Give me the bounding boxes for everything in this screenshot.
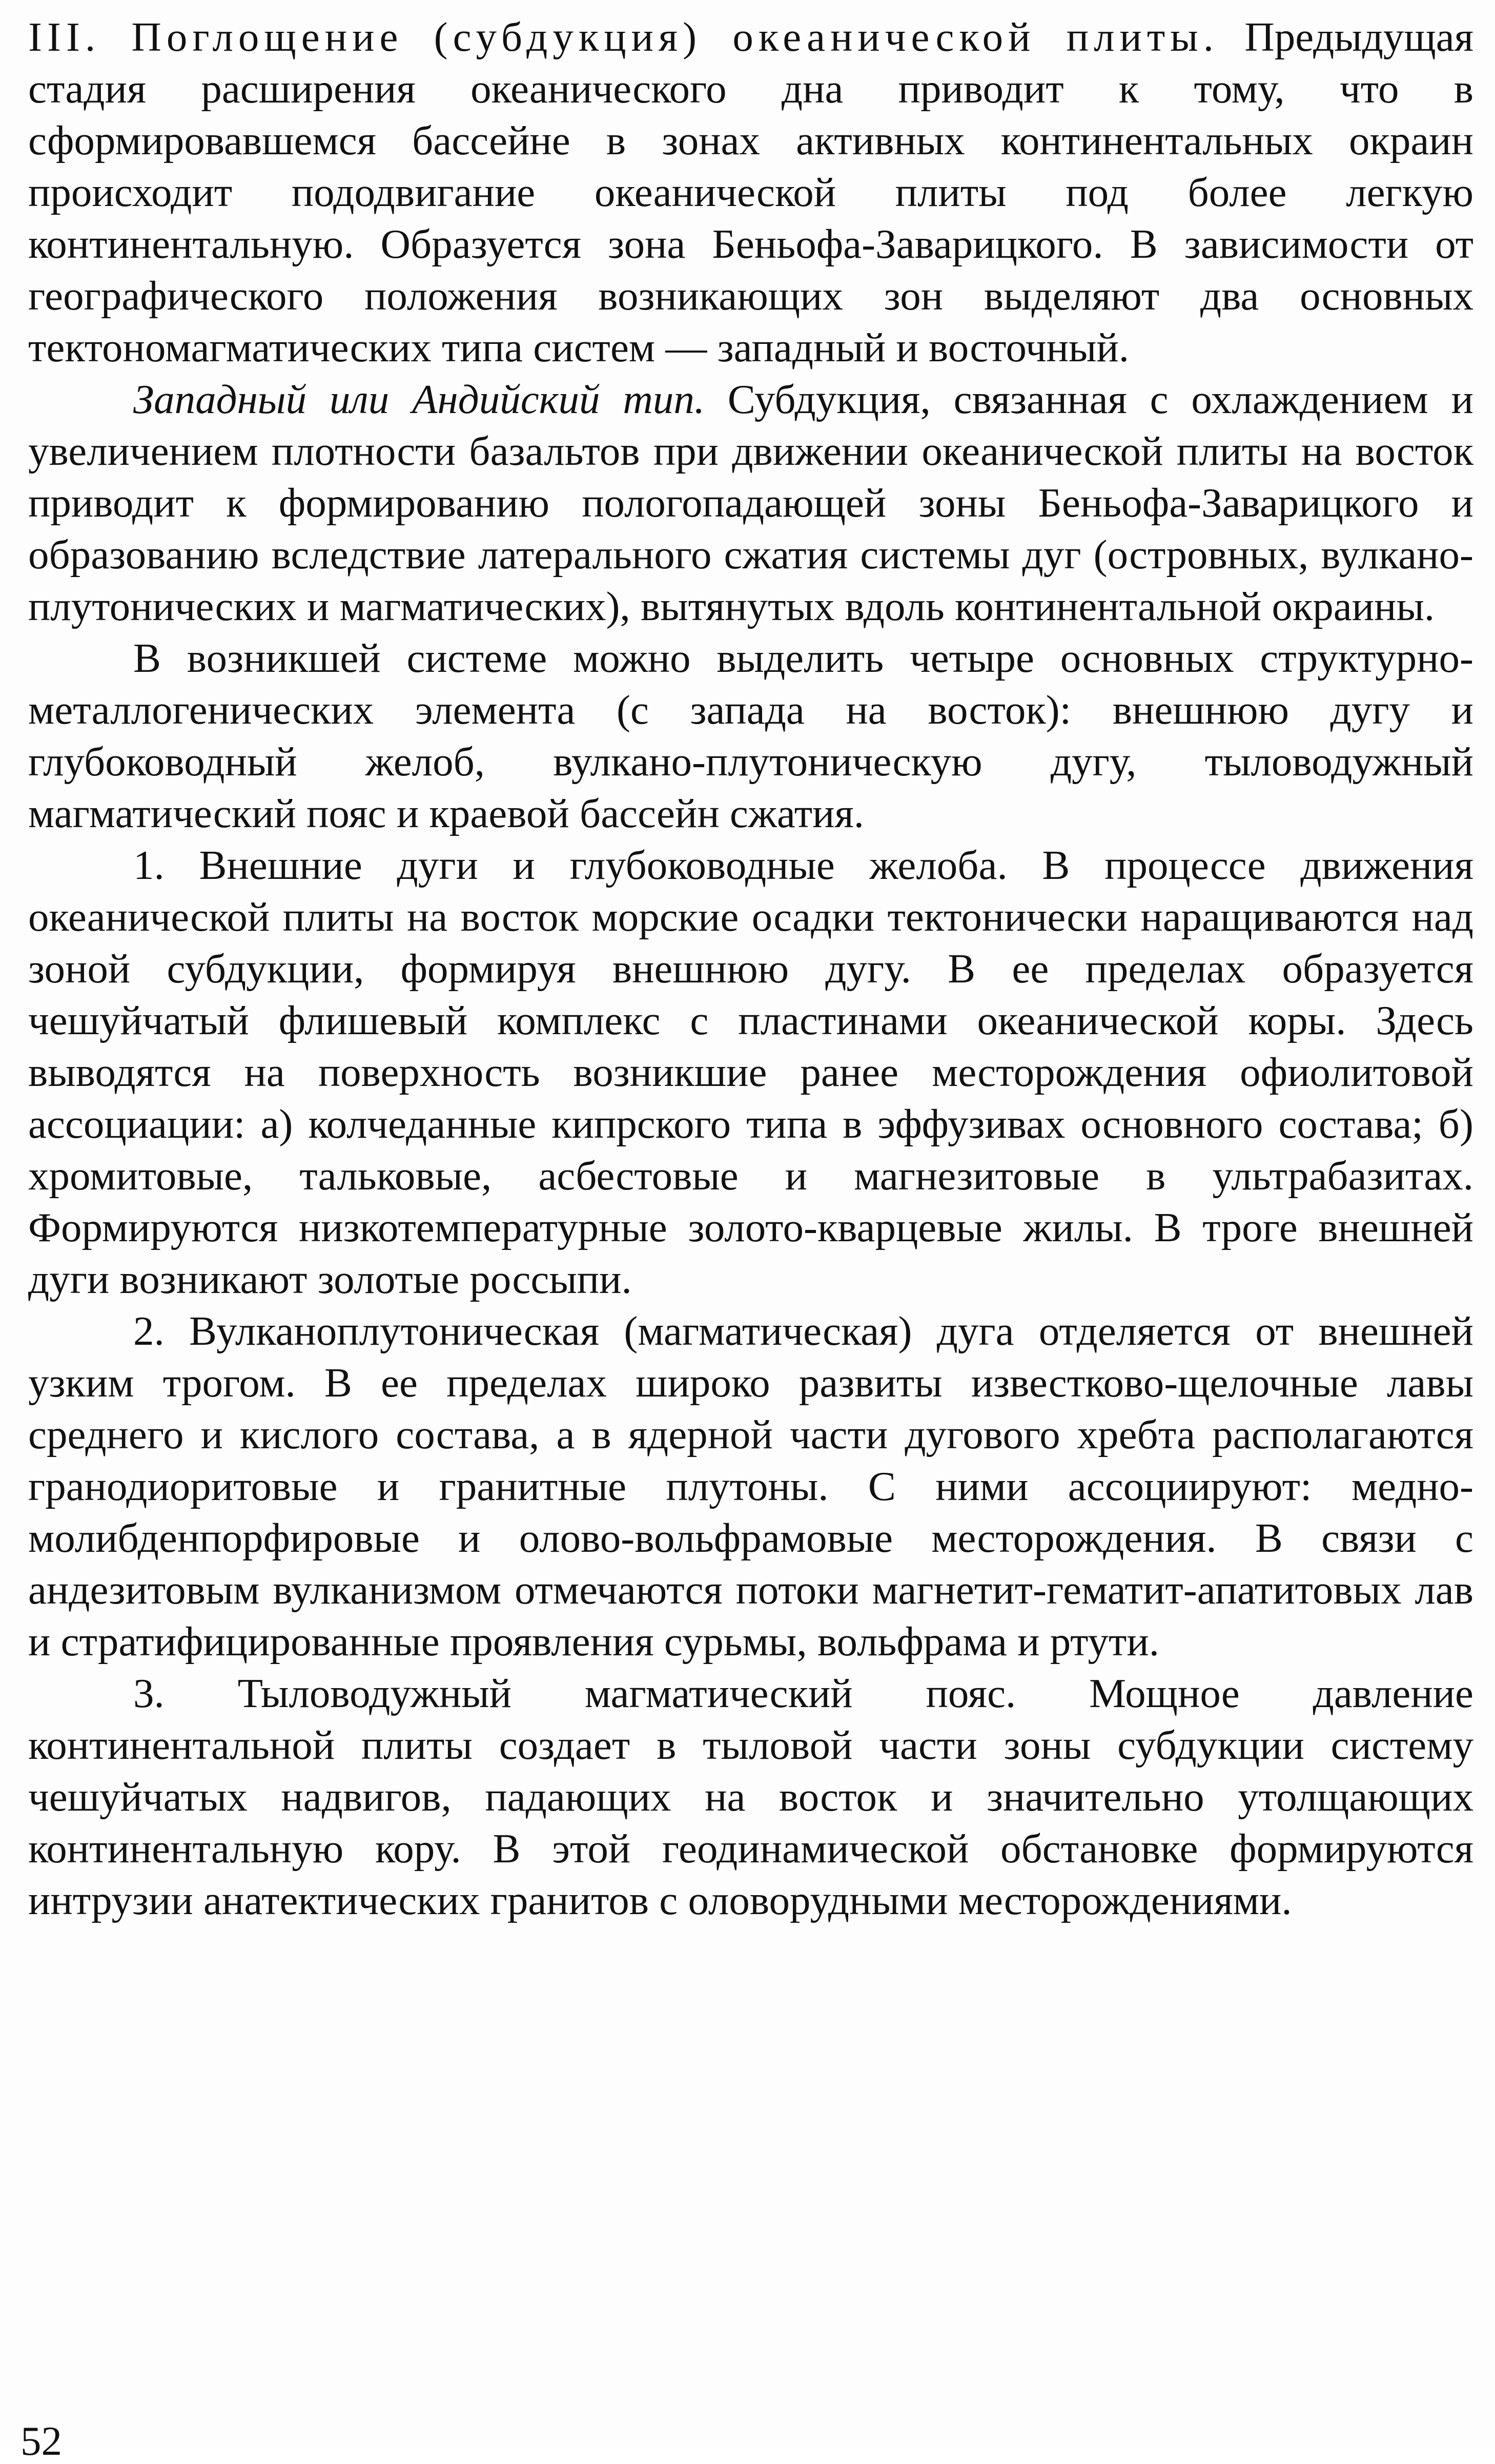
elements-intro-paragraph: В возникшей системе можно выделить четыре основных структурно-металлогенических элемента (с запада на восток): внешнюю дугу и глубоководный желоб, вулкано-плутоническую дугу, тыловодужный магматический пояс и краевой бассейн сжатия. xyxy=(28,635,1473,836)
western-type-title: Западный или Андийский тип. xyxy=(133,376,705,422)
list-item: 2. Вулканоплутоническая (магматическая) дуга отделяется от внешней узким трогом. В ее пределах широко развиты известково-щелочные лавы среднего и кислого состава, а в ядерной части дугового хребта располагаются гранодиоритовые и гранитные плутоны. С ними ассоциируют: медно-молибденпорфировые и олово-вольфрамовые месторождения. В связи с андезитовым вулканизмом отмечаются потоки магнетит-гематит-апатитовых лав и стратифицированные проявления сурьмы, вольфрама и ртути. xyxy=(28,1308,1473,1665)
page-text xyxy=(28,11,1473,1926)
list-item: 3. Тыловодужный магматический пояс. Мощное давление континентальной плиты создает в тыловой части зоны субдукции систему чешуйчатых надвигов, падающих на восток и значительно утолщающих континентальную кору. В этой геодинамической обстановке формируются интрузии анатектических гранитов с оловорудными месторождениями. xyxy=(28,1670,1473,1923)
section-heading: III. Поглощение (субдукция) океанической плиты. xyxy=(28,14,1219,60)
western-type-paragraph xyxy=(28,374,1473,632)
western-type-text: Субдукция, связанная с охлаждением и увеличением плотности базальтов при движении океанической плиты на восток приводит к формированию пологопадающей зоны Беньофа-Заварицкого и образованию вследствие латерального сжатия системы дуг (островных, вулкано-плутонических и магматических), вытянутых вдоль континентальной окраины. xyxy=(28,376,1473,629)
section-paragraph xyxy=(28,11,1473,374)
list-item: 1. Внешние дуги и глубоководные желоба. В процессе движения океанической плиты на восток морские осадки тектонически наращиваются над зоной субдукции, формируя внешнюю дугу. В ее пределах образуется чешуйчатый флишевый комплекс с пластинами океанической коры. Здесь выводятся на поверхность возникшие ранее месторождения офиолитовой ассоциации: а) колчеданные кипрского типа в эффузивах основного состава; б) хромитовые, тальковые, асбестовые и магнезитовые в ультрабазитах. Формируются низкотемпературные золото-кварцевые жилы. В троге внешней дуги возникают золотые россыпи. xyxy=(28,842,1473,1302)
page-number: 52 xyxy=(21,2418,62,2464)
section-intro: Предыдущая стадия расширения океанического дна приводит к тому, что в сформировавшемся бассейне в зонах активных континентальных окраин происходит пододвигание океанической плиты под более легкую континентальную. Образуется зона Беньофа-Заварицкого. В зависимости от географического положения возникающих зон выделяют два основных тектономагматических типа систем — западный и восточный. xyxy=(28,14,1474,371)
